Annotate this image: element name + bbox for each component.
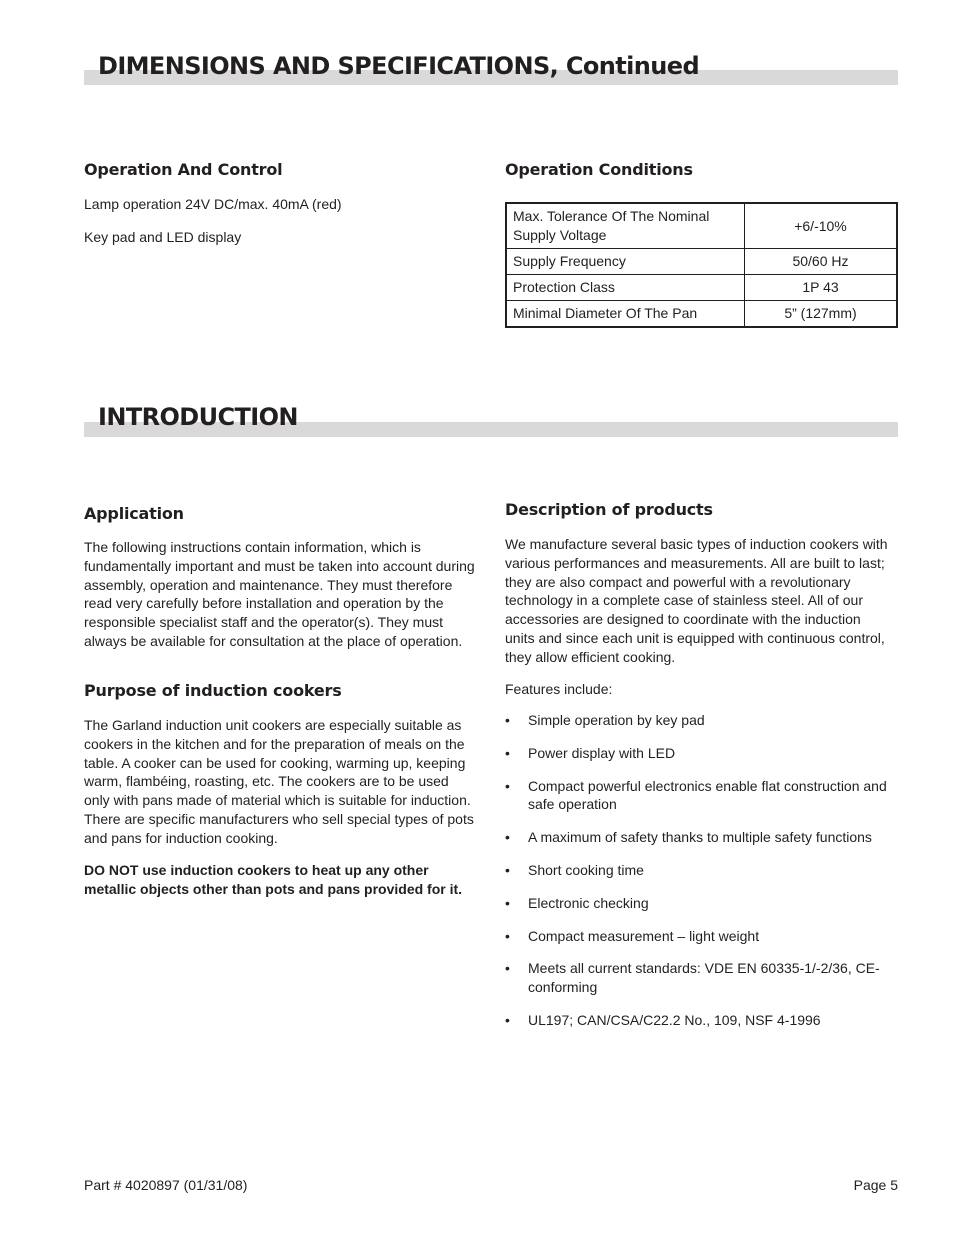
bullet-icon: • <box>505 960 510 977</box>
feature-text: Power display with LED <box>528 744 676 761</box>
table-cell-label: Minimal Diameter Of The Pan <box>506 301 745 328</box>
feature-text: Simple operation by key pad <box>528 712 705 728</box>
operation-conditions-heading: Operation Conditions <box>505 160 693 179</box>
bullet-icon: • <box>505 927 510 944</box>
features-list <box>505 711 905 1044</box>
application-text: The following instructions contain information, which is fundamentally important and must be taken into account during assembly, operation and maintenance. They must therefore read very carefully before installation and operation by the responsible specialist staff and the operator(s). They must always be available for consultation at the place of operation. <box>84 539 475 649</box>
table-cell-label: Protection Class <box>506 275 745 301</box>
bullet-icon: • <box>505 829 510 846</box>
table-cell-value: 50/60 Hz <box>745 249 898 275</box>
dimensions-section-title: DIMENSIONS AND SPECIFICATIONS, Continued <box>98 52 700 80</box>
introduction-section-title: INTRODUCTION <box>98 403 298 431</box>
feature-text: UL197; CAN/CSA/C22.2 No., 109, NSF 4-1996 <box>528 1011 821 1028</box>
warning-text: DO NOT use induction cookers to heat up any other metallic objects other than pots and pans provided for it. <box>84 862 463 897</box>
application-heading: Application <box>84 504 184 523</box>
list-item <box>505 959 905 997</box>
feature-text: Short cooking time <box>528 861 644 878</box>
bullet-icon: • <box>505 712 510 728</box>
bullet-icon: • <box>505 861 510 878</box>
list-item <box>505 711 905 730</box>
table-row <box>506 203 897 249</box>
description-heading: Description of products <box>505 500 713 519</box>
bullet-icon: • <box>505 1011 510 1028</box>
purpose-heading: Purpose of induction cookers <box>84 681 342 700</box>
list-item <box>505 777 905 815</box>
list-item <box>505 894 905 913</box>
list-item <box>505 1011 905 1030</box>
footer-page-number: Page 5 <box>853 1177 898 1193</box>
list-item <box>505 861 905 880</box>
list-item <box>505 927 905 946</box>
features-intro: Features include: <box>505 681 613 697</box>
table-cell-value: 5” (127mm) <box>745 301 898 328</box>
table-row <box>506 275 897 301</box>
feature-text: A maximum of safety thanks to multiple safety functions <box>528 829 872 846</box>
operation-control-line: Key pad and LED display <box>84 229 242 245</box>
table-cell-value: +6/-10% <box>745 203 898 249</box>
feature-text: Electronic checking <box>528 894 649 911</box>
footer-part-number: Part # 4020897 (01/31/08) <box>84 1177 248 1193</box>
description-text: We manufacture several basic types of induction cookers with various performances and measurements. All are built to last; they are also compact and powerful with a revolutionary technology in a complete case of stainless steel. All of our accessories are designed to coordinate with the induction units and since each unit is equipped with continuous control, they allow efficient cooking. <box>505 536 888 665</box>
operation-control-heading: Operation And Control <box>84 160 283 179</box>
bullet-icon: • <box>505 744 510 761</box>
operation-control-line: Lamp operation 24V DC/max. 40mA (red) <box>84 196 342 212</box>
feature-text: Compact powerful electronics enable flat construction and safe operation <box>528 777 887 813</box>
table-cell-label: Supply Frequency <box>506 249 745 275</box>
operation-conditions-table <box>505 202 898 328</box>
table-cell-label: Max. Tolerance Of The Nominal Supply Voltage <box>506 203 745 249</box>
list-item <box>505 828 905 847</box>
bullet-icon: • <box>505 777 510 794</box>
purpose-text: The Garland induction unit cookers are especially suitable as cookers in the kitchen and for the preparation of meals on the table. A cooker can be used for cooking, warming up, keeping warm, flambéing, roasting, etc. The cookers are to be used only with pans made of material which is suitable for induction. There are specific manufacturers who sell special types of pots and pans for induction cooking. <box>84 717 474 846</box>
list-item <box>505 744 905 763</box>
feature-text: Meets all current standards: VDE EN 60335-1/-2/36, CE-conforming <box>528 960 880 996</box>
table-row <box>506 301 897 328</box>
feature-text: Compact measurement – light weight <box>528 927 760 944</box>
table-cell-value: 1P 43 <box>745 275 898 301</box>
table-row <box>506 249 897 275</box>
bullet-icon: • <box>505 894 510 911</box>
